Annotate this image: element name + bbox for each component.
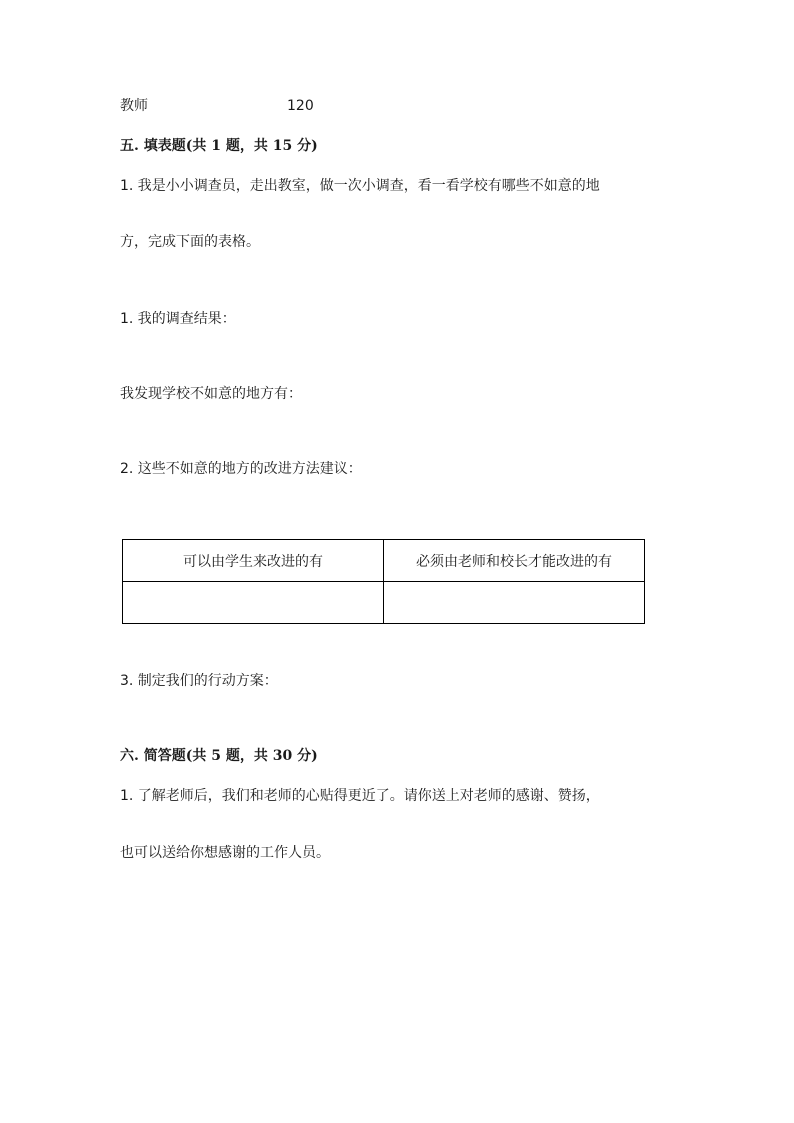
table-cell[interactable] <box>123 582 384 624</box>
improvement-suggestion-label: 2. 这些不如意的地方的改进方法建议： <box>120 461 362 477</box>
question-text-continued: 也可以送给你想感谢的工作人员。 <box>120 845 330 861</box>
section5-heading: 五. 填表题(共 1 题，共 15 分) <box>120 138 318 154</box>
table-header-row <box>123 540 645 582</box>
table-header-cell: 可以由学生来改进的有 <box>123 540 384 582</box>
question-text: 1. 我是小小调查员，走出教室，做一次小调查，看一看学校有哪些不如意的地 <box>120 178 600 194</box>
table-header-cell: 必须由老师和校长才能改进的有 <box>384 540 645 582</box>
table-cell[interactable] <box>384 582 645 624</box>
table-row <box>123 582 645 624</box>
survey-finding-label: 我发现学校不如意的地方有： <box>120 386 302 402</box>
improvement-table <box>122 539 645 624</box>
section6-heading: 六. 简答题(共 5 题，共 30 分) <box>120 748 318 764</box>
action-plan-label: 3. 制定我们的行动方案： <box>120 673 278 689</box>
teacher-label: 教师 <box>120 98 148 114</box>
survey-result-label: 1. 我的调查结果： <box>120 311 236 327</box>
question-text: 1. 了解老师后，我们和老师的心贴得更近了。请你送上对老师的感谢、赞扬， <box>120 788 600 804</box>
question-text-continued: 方，完成下面的表格。 <box>120 234 260 250</box>
teacher-value: 120 <box>287 98 314 114</box>
